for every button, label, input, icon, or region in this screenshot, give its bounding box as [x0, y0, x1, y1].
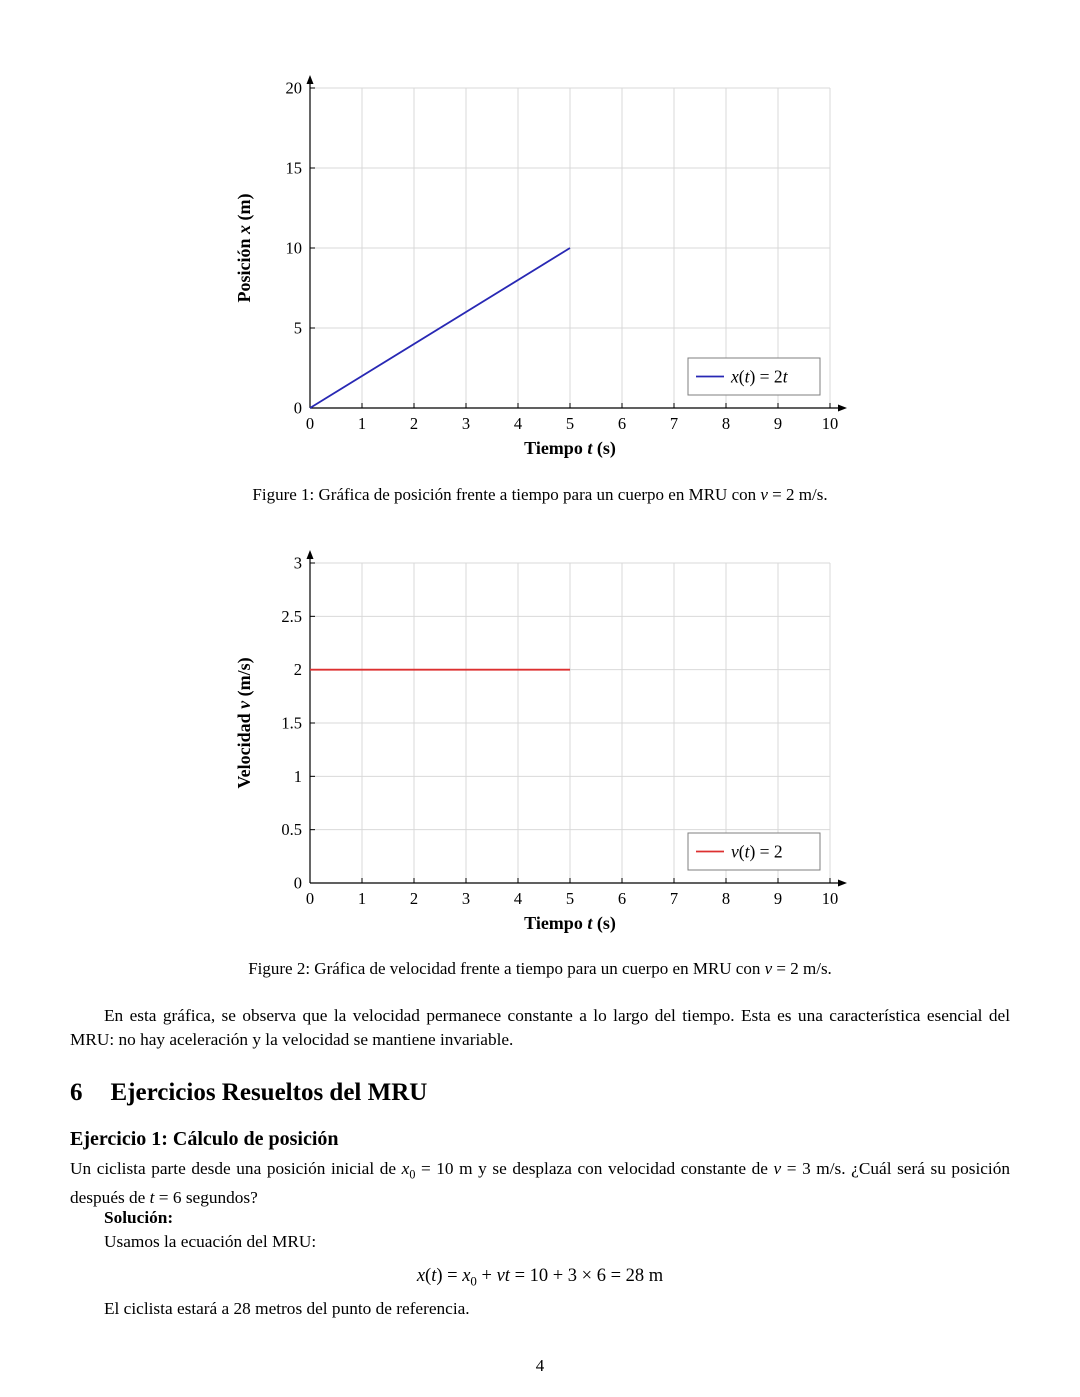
- section-heading: [70, 1078, 1010, 1108]
- figure2-velocity-time-chart: [230, 530, 880, 942]
- svg-text:5: 5: [565, 889, 575, 908]
- svg-text:9: 9: [773, 414, 783, 433]
- svg-text:Posición x (m): Posición x (m): [234, 193, 254, 303]
- svg-text:5: 5: [565, 414, 575, 433]
- svg-text:1: 1: [293, 766, 302, 786]
- svg-text:1: 1: [357, 889, 367, 908]
- solution-intro: Usamos la ecuación del MRU:: [104, 1232, 317, 1251]
- svg-text:0: 0: [305, 889, 315, 908]
- velocity-constant-paragraph: En esta gráfica, se observa que la velocidad permanece constante a lo largo del tiempo. Esta es una característica esencial del MRU: no hay aceleración y la velocidad se mantiene invariable.: [70, 1006, 1010, 1049]
- page-number: 4: [535, 1356, 545, 1375]
- svg-text:6: 6: [617, 889, 627, 908]
- svg-text:2: 2: [293, 660, 302, 680]
- svg-text:2: 2: [409, 889, 419, 908]
- svg-text:v(t) = 2: v(t) = 2: [731, 841, 783, 862]
- svg-text:10: 10: [821, 414, 839, 433]
- svg-text:7: 7: [669, 414, 679, 433]
- svg-text:20: 20: [285, 78, 302, 98]
- figure1-caption: Figure 1: Gráfica de posición frente a tiempo para un cuerpo en MRU con v = 2 m/s.: [252, 485, 828, 504]
- svg-text:0.5: 0.5: [281, 820, 302, 840]
- svg-text:x(t) = 2t: x(t) = 2t: [731, 366, 788, 387]
- svg-text:7: 7: [669, 889, 679, 908]
- svg-text:2.5: 2.5: [281, 606, 302, 626]
- svg-text:10: 10: [285, 238, 302, 258]
- svg-text:0: 0: [305, 414, 315, 433]
- svg-text:3: 3: [461, 889, 471, 908]
- svg-text:Velocidad v (m/s): Velocidad v (m/s): [234, 657, 254, 789]
- svg-text:9: 9: [773, 889, 783, 908]
- conclusion-line: El ciclista estará a 28 metros del punto de referencia.: [104, 1299, 470, 1318]
- figure2-caption: Figure 2: Gráfica de velocidad frente a tiempo para un cuerpo en MRU con v = 2 m/s.: [248, 959, 832, 978]
- section-number: 6: [70, 1079, 83, 1106]
- svg-text:2: 2: [409, 414, 419, 433]
- svg-text:4: 4: [513, 414, 523, 433]
- svg-text:8: 8: [721, 889, 731, 908]
- solution-label: Solución:: [104, 1208, 174, 1227]
- svg-text:Tiempo t (s): Tiempo t (s): [524, 913, 616, 933]
- svg-text:10: 10: [821, 889, 839, 908]
- svg-text:0: 0: [293, 873, 302, 893]
- mru-equation: $x(t) = x_0$ + vt = 10 + 3 × 6 = 28 m: [416, 1266, 664, 1289]
- svg-text:8: 8: [721, 414, 731, 433]
- svg-text:1: 1: [357, 414, 367, 433]
- svg-text:3: 3: [293, 553, 302, 573]
- svg-text:Tiempo t (s): Tiempo t (s): [524, 438, 616, 458]
- subsection-heading: Ejercicio 1: Cálculo de posición: [70, 1128, 339, 1150]
- svg-text:4: 4: [513, 889, 523, 908]
- svg-text:0: 0: [293, 398, 302, 418]
- svg-text:5: 5: [293, 318, 302, 338]
- svg-text:3: 3: [461, 414, 471, 433]
- svg-text:1.5: 1.5: [281, 713, 302, 733]
- exercise-statement: Un ciclista parte desde una posición inicial de $x_0 = 10$ m y se desplaza con velocidad constante de v = 3 m/s. ¿Cuál será su posición después de t = 6 segundos?: [70, 1159, 1010, 1208]
- svg-text:6: 6: [617, 414, 627, 433]
- section-title: Ejercicios Resueltos del MRU: [110, 1079, 428, 1106]
- svg-text:15: 15: [285, 158, 302, 178]
- figure1-position-time-chart: [230, 55, 880, 467]
